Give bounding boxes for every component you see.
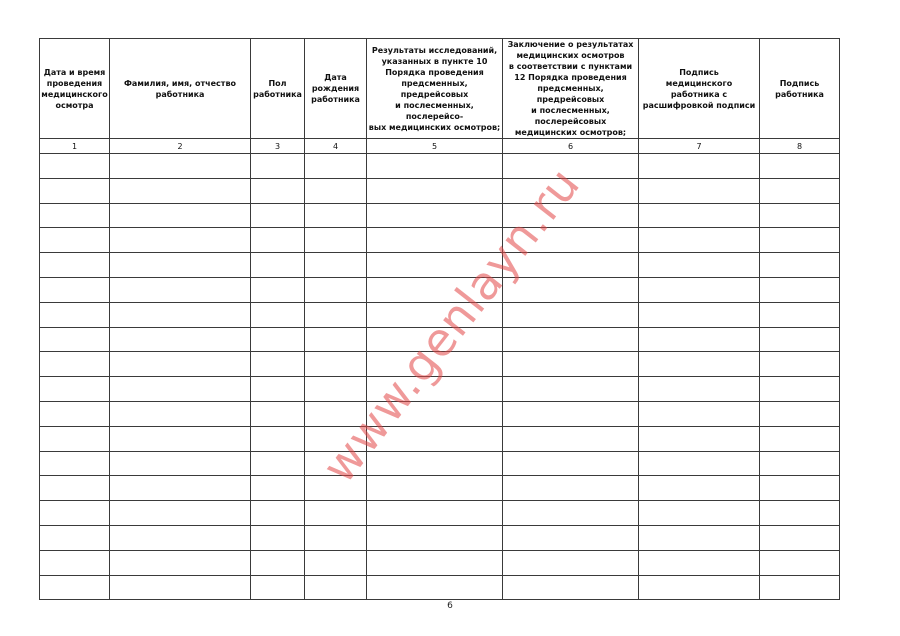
header-cell-research-results	[367, 39, 503, 139]
table-row	[40, 327, 840, 352]
table-cell[interactable]	[760, 476, 840, 501]
table-cell[interactable]	[503, 451, 639, 476]
watermark: www.genlayn.ru	[311, 157, 591, 493]
table-cell[interactable]	[367, 525, 503, 550]
table-cell[interactable]	[251, 327, 305, 352]
table-cell[interactable]	[251, 302, 305, 327]
table-row	[40, 525, 840, 550]
table-row	[40, 451, 840, 476]
table-cell[interactable]	[251, 451, 305, 476]
header-label: Результаты исследований, указанных в пункте 10 Порядка проведения предсменных, предрейсовых и послесменных, послерейсо- вых медицинских осмотров;	[368, 45, 501, 132]
header-cell-exam-datetime	[40, 39, 110, 139]
table-cell[interactable]	[305, 575, 367, 600]
table-cell[interactable]	[503, 525, 639, 550]
table-cell[interactable]	[110, 377, 251, 402]
table-cell[interactable]	[639, 401, 760, 426]
page-number: 6	[447, 601, 453, 611]
table-cell[interactable]	[367, 302, 503, 327]
table-cell[interactable]	[639, 550, 760, 575]
table-row	[40, 154, 840, 179]
journal-body	[40, 154, 840, 600]
table-cell[interactable]	[367, 253, 503, 278]
table-cell[interactable]	[110, 228, 251, 253]
table-cell[interactable]	[305, 401, 367, 426]
table-cell[interactable]	[367, 377, 503, 402]
table-cell[interactable]	[639, 575, 760, 600]
table-cell[interactable]	[110, 575, 251, 600]
table-cell[interactable]	[639, 352, 760, 377]
header-cell-conclusion	[503, 39, 639, 139]
table-cell[interactable]	[251, 178, 305, 203]
table-cell[interactable]	[367, 401, 503, 426]
table-cell[interactable]	[503, 501, 639, 526]
table-cell[interactable]	[760, 154, 840, 179]
table-cell[interactable]	[305, 154, 367, 179]
table-cell[interactable]	[110, 550, 251, 575]
header-cell-medic-signature	[639, 39, 760, 139]
table-cell[interactable]	[110, 277, 251, 302]
table-cell[interactable]	[760, 352, 840, 377]
table-cell[interactable]	[367, 476, 503, 501]
table-cell[interactable]	[639, 327, 760, 352]
table-cell[interactable]	[760, 203, 840, 228]
table-cell[interactable]	[40, 253, 110, 278]
column-number-row	[40, 139, 840, 154]
header-label: Дата и время проведения медицинского осмотра	[41, 67, 108, 110]
table-cell[interactable]	[760, 525, 840, 550]
header-label: Заключение о результатах медицинских осмотров в соответствии с пунктами 12 Порядка проведения предсменных, предрейсовых и послесменных, послерейсовых медицинских осмотров;	[507, 40, 634, 137]
table-cell[interactable]	[110, 501, 251, 526]
table-cell[interactable]	[40, 277, 110, 302]
table-cell[interactable]	[760, 178, 840, 203]
table-cell[interactable]	[305, 178, 367, 203]
table-cell[interactable]	[639, 501, 760, 526]
table-cell[interactable]	[503, 426, 639, 451]
table-cell[interactable]	[503, 476, 639, 501]
table-cell[interactable]	[110, 154, 251, 179]
table-cell[interactable]	[760, 377, 840, 402]
table-cell[interactable]	[40, 426, 110, 451]
header-label: Подпись работника	[775, 78, 824, 99]
table-cell[interactable]	[40, 550, 110, 575]
table-row	[40, 575, 840, 600]
column-number: 3	[251, 139, 305, 154]
table-cell[interactable]	[367, 178, 503, 203]
table-cell[interactable]	[503, 154, 639, 179]
header-label: Дата рождения работника	[311, 73, 360, 104]
table-cell[interactable]	[251, 501, 305, 526]
table-cell[interactable]	[40, 327, 110, 352]
table-cell[interactable]	[639, 377, 760, 402]
table-cell[interactable]	[305, 253, 367, 278]
table-cell[interactable]	[639, 277, 760, 302]
table-cell[interactable]	[251, 253, 305, 278]
table-cell[interactable]	[110, 525, 251, 550]
table-cell[interactable]	[503, 178, 639, 203]
table-cell[interactable]	[367, 501, 503, 526]
header-label: Фамилия, имя, отчество работника	[124, 78, 236, 99]
column-number: 4	[305, 139, 367, 154]
table-cell[interactable]	[503, 228, 639, 253]
table-cell[interactable]	[367, 277, 503, 302]
table-cell[interactable]	[40, 352, 110, 377]
table-cell[interactable]	[251, 352, 305, 377]
table-cell[interactable]	[503, 302, 639, 327]
table-cell[interactable]	[251, 476, 305, 501]
header-cell-full-name	[110, 39, 251, 139]
header-cell-sex	[251, 39, 305, 139]
table-cell[interactable]	[40, 228, 110, 253]
table-cell[interactable]	[40, 178, 110, 203]
table-cell[interactable]	[639, 178, 760, 203]
table-cell[interactable]	[40, 154, 110, 179]
medical-exam-journal-table	[39, 38, 840, 600]
table-cell[interactable]	[251, 575, 305, 600]
column-number: 7	[639, 139, 760, 154]
table-cell[interactable]	[40, 501, 110, 526]
table-cell[interactable]	[639, 253, 760, 278]
table-cell[interactable]	[760, 550, 840, 575]
column-number: 6	[503, 139, 639, 154]
table-cell[interactable]	[305, 277, 367, 302]
table-cell[interactable]	[251, 426, 305, 451]
table-cell[interactable]	[251, 154, 305, 179]
header-cell-worker-signature	[760, 39, 840, 139]
table-cell[interactable]	[110, 203, 251, 228]
table-cell[interactable]	[251, 377, 305, 402]
table-cell[interactable]	[639, 228, 760, 253]
table-cell[interactable]	[760, 228, 840, 253]
table-cell[interactable]	[503, 377, 639, 402]
table-cell[interactable]	[503, 575, 639, 600]
header-row	[40, 39, 840, 139]
table-row	[40, 302, 840, 327]
table-cell[interactable]	[639, 451, 760, 476]
table-cell[interactable]	[110, 451, 251, 476]
table-cell[interactable]	[305, 426, 367, 451]
table-cell[interactable]	[251, 550, 305, 575]
table-row	[40, 277, 840, 302]
table-cell[interactable]	[305, 327, 367, 352]
table-cell[interactable]	[760, 501, 840, 526]
header-cell-birth-date	[305, 39, 367, 139]
table-cell[interactable]	[305, 550, 367, 575]
table-cell[interactable]	[367, 550, 503, 575]
table-row	[40, 352, 840, 377]
table-cell[interactable]	[305, 451, 367, 476]
table-cell[interactable]	[40, 451, 110, 476]
table-cell[interactable]	[760, 253, 840, 278]
table-cell[interactable]	[251, 228, 305, 253]
table-cell[interactable]	[503, 352, 639, 377]
table-row	[40, 476, 840, 501]
table-cell[interactable]	[110, 253, 251, 278]
table-row	[40, 550, 840, 575]
table-cell[interactable]	[110, 302, 251, 327]
table-row	[40, 501, 840, 526]
table-cell[interactable]	[503, 327, 639, 352]
table-cell[interactable]	[251, 401, 305, 426]
table-cell[interactable]	[503, 401, 639, 426]
table-cell[interactable]	[40, 476, 110, 501]
table-cell[interactable]	[503, 550, 639, 575]
column-number: 8	[760, 139, 840, 154]
table-row	[40, 426, 840, 451]
table-cell[interactable]	[305, 377, 367, 402]
table-cell[interactable]	[251, 203, 305, 228]
table-row	[40, 377, 840, 402]
table-cell[interactable]	[305, 352, 367, 377]
table-cell[interactable]	[367, 154, 503, 179]
table-cell[interactable]	[367, 228, 503, 253]
table-cell[interactable]	[367, 451, 503, 476]
table-cell[interactable]	[40, 575, 110, 600]
table-cell[interactable]	[305, 302, 367, 327]
table-cell[interactable]	[305, 476, 367, 501]
header-label: Подпись медицинского работника с расшифровкой подписи	[642, 67, 756, 110]
table-cell[interactable]	[40, 401, 110, 426]
table-cell[interactable]	[110, 327, 251, 352]
table-cell[interactable]	[639, 476, 760, 501]
table-row	[40, 253, 840, 278]
table-cell[interactable]	[760, 401, 840, 426]
table-cell[interactable]	[760, 575, 840, 600]
table-cell[interactable]	[503, 203, 639, 228]
table-row	[40, 203, 840, 228]
table-cell[interactable]	[760, 327, 840, 352]
table-row	[40, 228, 840, 253]
table-cell[interactable]	[305, 501, 367, 526]
table-cell[interactable]	[110, 352, 251, 377]
table-cell[interactable]	[639, 203, 760, 228]
table-cell[interactable]	[760, 302, 840, 327]
table-cell[interactable]	[639, 302, 760, 327]
table-cell[interactable]	[305, 525, 367, 550]
table-cell[interactable]	[305, 228, 367, 253]
table-cell[interactable]	[760, 426, 840, 451]
column-number: 1	[40, 139, 110, 154]
table-cell[interactable]	[367, 327, 503, 352]
table-row	[40, 178, 840, 203]
table-cell[interactable]	[639, 154, 760, 179]
table-cell[interactable]	[367, 575, 503, 600]
table-cell[interactable]	[40, 377, 110, 402]
column-number: 5	[367, 139, 503, 154]
table-cell[interactable]	[760, 451, 840, 476]
table-row	[40, 401, 840, 426]
table-cell[interactable]	[251, 277, 305, 302]
table-cell[interactable]	[367, 352, 503, 377]
header-label: Пол работника	[253, 78, 302, 99]
table-cell[interactable]	[305, 203, 367, 228]
table-cell[interactable]	[367, 203, 503, 228]
table-cell[interactable]	[40, 302, 110, 327]
table-cell[interactable]	[40, 203, 110, 228]
column-number: 2	[110, 139, 251, 154]
table-cell[interactable]	[503, 253, 639, 278]
table-cell[interactable]	[110, 178, 251, 203]
table-cell[interactable]	[503, 277, 639, 302]
table-cell[interactable]	[760, 277, 840, 302]
table-cell[interactable]	[367, 426, 503, 451]
table-cell[interactable]	[40, 525, 110, 550]
table-cell[interactable]	[110, 401, 251, 426]
table-cell[interactable]	[110, 426, 251, 451]
table-cell[interactable]	[251, 525, 305, 550]
table-cell[interactable]	[639, 525, 760, 550]
table-cell[interactable]	[639, 426, 760, 451]
table-cell[interactable]	[110, 476, 251, 501]
